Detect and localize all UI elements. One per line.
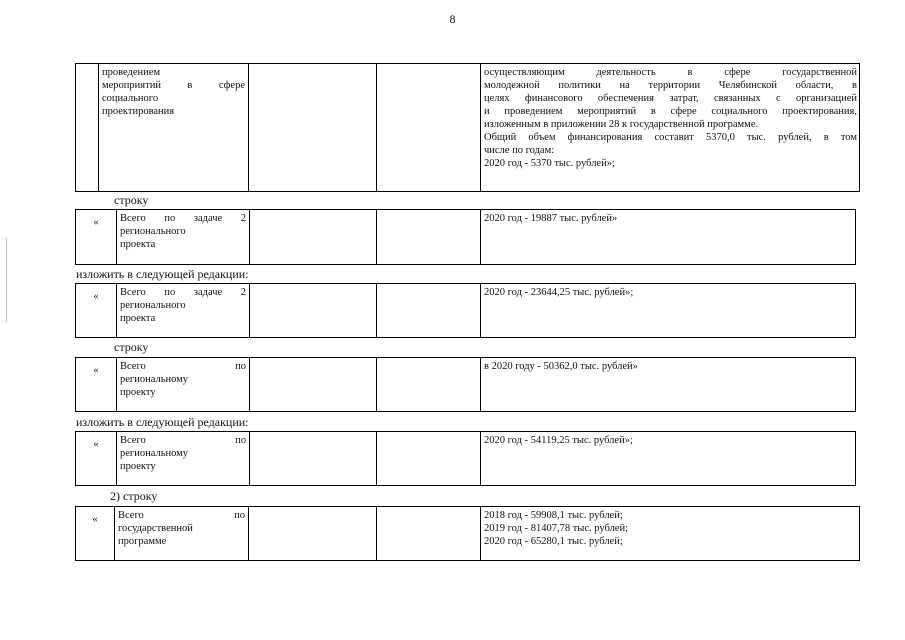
col-empty-1 (249, 432, 376, 485)
col-empty-1 (248, 64, 376, 191)
col-empty-1 (249, 210, 376, 264)
col-empty-1 (249, 358, 376, 411)
name-line: проведением (102, 67, 161, 78)
col-empty-2 (376, 210, 480, 264)
name-line: Всего по (120, 361, 246, 372)
col-description (480, 64, 860, 191)
quote-mark: « (93, 365, 99, 376)
caption-item-2: 2) строку (110, 489, 158, 503)
name-line: Всего по (118, 510, 245, 521)
desc-line: изложенным в приложении 28 к государственной программе. (484, 119, 759, 130)
col-empty-1 (248, 507, 376, 560)
name-line: программе (118, 536, 167, 547)
page-number: 8 (449, 12, 456, 26)
table-row-state-program (75, 506, 860, 561)
desc-line: молодежной политики на территории Челябинской области, в (484, 80, 857, 91)
caption-row-label: строку (114, 340, 149, 354)
desc-line: 2018 год - 59908,1 тыс. рублей; (484, 510, 623, 521)
col-quote (76, 64, 98, 191)
desc-line: осуществляющим деятельность в сфере государственной (484, 67, 857, 78)
desc-line: Общий объем финансирования составит 5370,0 тыс. рублей, в том (484, 132, 857, 143)
col-name (116, 432, 249, 485)
name-line: социального (102, 93, 159, 104)
desc-line: и проведением мероприятий в сфере социального проектирования, (484, 106, 857, 117)
caption-new-edition: изложить в следующей редакции: (76, 267, 249, 281)
name-line: Всего по задаче 2 (120, 213, 246, 224)
name-line: регионального (120, 226, 186, 237)
table-row-task2-old (75, 209, 856, 265)
col-empty-2 (376, 358, 480, 411)
scan-edge-line (6, 238, 7, 322)
name-line: проекту (120, 387, 156, 398)
desc-line: числе по годам: (484, 145, 555, 156)
col-empty-2 (376, 507, 480, 560)
quote-mark: « (93, 217, 99, 228)
col-name (116, 358, 249, 411)
col-description: в 2020 году - 50362,0 тыс. рублей» (480, 358, 856, 411)
quote-mark: « (92, 514, 98, 525)
col-empty-2 (376, 284, 480, 337)
col-description: 2020 год - 19887 тыс. рублей» (480, 210, 856, 264)
col-name (98, 64, 248, 191)
col-name (114, 507, 248, 560)
desc-line: целях финансового обеспечения затрат, связанных с организацией (484, 93, 857, 104)
col-name (116, 284, 249, 337)
name-line: мероприятий в сфере (102, 80, 245, 91)
desc-line: 2020 год - 65280,1 тыс. рублей; (484, 536, 623, 547)
col-empty-2 (376, 432, 480, 485)
name-line: Всего по (120, 435, 246, 446)
col-empty-1 (249, 284, 376, 337)
table-row-regional-new (75, 431, 856, 486)
name-line: регионального (120, 300, 186, 311)
name-line: Всего по задаче 2 (120, 287, 246, 298)
name-line: проектирования (102, 106, 175, 117)
caption-row-label: строку (114, 193, 149, 207)
table-row-task2-new (75, 283, 856, 338)
caption-new-edition: изложить в следующей редакции: (76, 415, 249, 429)
col-description (480, 507, 860, 560)
name-line: региональному (120, 448, 189, 459)
table-block-continuation (75, 63, 860, 192)
col-name (116, 210, 249, 264)
name-line: проекту (120, 461, 156, 472)
col-description: 2020 год - 54119,25 тыс. рублей»; (480, 432, 856, 485)
col-empty-2 (376, 64, 480, 191)
name-line: региональному (120, 374, 189, 385)
quote-mark: « (93, 291, 99, 302)
desc-line: 2019 год - 81407,78 тыс. рублей; (484, 523, 629, 534)
quote-mark: « (93, 439, 99, 450)
table-row-regional-old (75, 357, 856, 412)
name-line: проекта (120, 239, 156, 250)
name-line: государственной (118, 523, 193, 534)
name-line: проекта (120, 313, 156, 324)
desc-line: 2020 год - 5370 тыс. рублей»; (484, 158, 615, 169)
col-description: 2020 год - 23644,25 тыс. рублей»; (480, 284, 856, 337)
